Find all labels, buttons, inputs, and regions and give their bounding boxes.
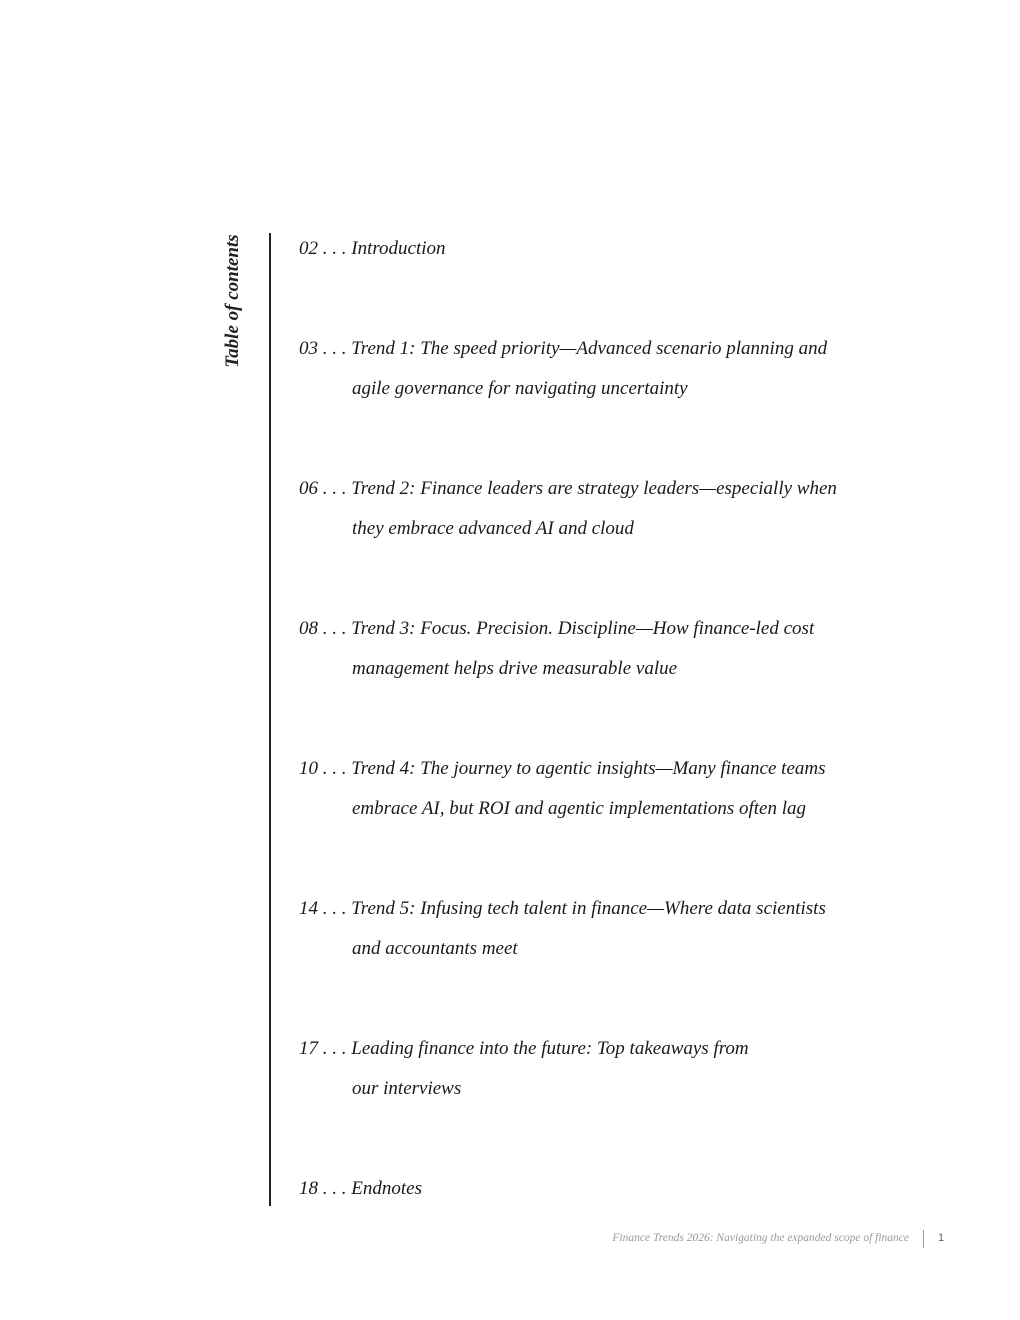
toc-entry-title-cont: agile governance for navigating uncertainty — [352, 378, 688, 399]
toc-entry-title: Endnotes — [351, 1178, 422, 1199]
toc-entry-title: Introduction — [351, 238, 446, 259]
toc-entry-title-cont: and accountants meet — [352, 938, 518, 959]
toc-leader: . . . — [318, 1038, 352, 1059]
toc-page-number: 08 — [299, 618, 318, 639]
toc-entry[interactable] — [299, 469, 879, 549]
toc-page-number: 02 — [299, 238, 318, 259]
toc-entry-title: Trend 2: Finance leaders are strategy leaders—especially when — [351, 478, 837, 499]
toc-entry-title: Trend 4: The journey to agentic insights—Many finance teams — [351, 758, 826, 779]
footer — [0, 1232, 1020, 1250]
toc-entry-title: Trend 3: Focus. Precision. Discipline—How finance-led cost — [351, 618, 815, 639]
toc-leader: . . . — [318, 338, 352, 359]
toc-page-number: 10 — [299, 758, 318, 779]
toc-entry-title-cont: our interviews — [352, 1078, 462, 1099]
toc-title: Table of contents — [222, 234, 243, 368]
toc-entry[interactable] — [299, 749, 879, 829]
toc-entry[interactable] — [299, 609, 879, 689]
toc-page-number: 06 — [299, 478, 318, 499]
toc-page-number: 03 — [299, 338, 318, 359]
toc-leader: . . . — [318, 618, 352, 639]
toc-page-number: 17 — [299, 1038, 318, 1059]
toc-leader: . . . — [318, 238, 352, 259]
toc-page-number: 14 — [299, 898, 318, 919]
toc-leader: . . . — [318, 758, 352, 779]
toc-entry[interactable] — [299, 1029, 879, 1109]
toc-page-number: 18 — [299, 1178, 318, 1199]
divider-line — [269, 233, 271, 1206]
toc-leader: . . . — [318, 478, 352, 499]
toc-leader: . . . — [318, 1178, 352, 1199]
toc-leader: . . . — [318, 898, 352, 919]
footer-title: Finance Trends 2026: Navigating the expanded scope of finance — [612, 1232, 909, 1244]
toc-entry-title-cont: embrace AI, but ROI and agentic implementations often lag — [352, 798, 806, 819]
toc-entry[interactable] — [299, 889, 879, 969]
toc-entry-title: Trend 5: Infusing tech talent in finance—Where data scientists — [351, 898, 826, 919]
toc-entry[interactable] — [299, 329, 879, 409]
footer-separator — [923, 1230, 924, 1248]
toc-entry[interactable] — [299, 229, 879, 269]
toc-entry-title-cont: they embrace advanced AI and cloud — [352, 518, 634, 539]
toc-entry[interactable] — [299, 1169, 879, 1209]
toc-entry-title: Trend 1: The speed priority—Advanced scenario planning and — [351, 338, 828, 359]
toc-entry-title-cont: management helps drive measurable value — [352, 658, 678, 679]
toc-entry-title: Leading finance into the future: Top takeaways from — [351, 1038, 749, 1059]
page-number: 1 — [938, 1232, 945, 1244]
